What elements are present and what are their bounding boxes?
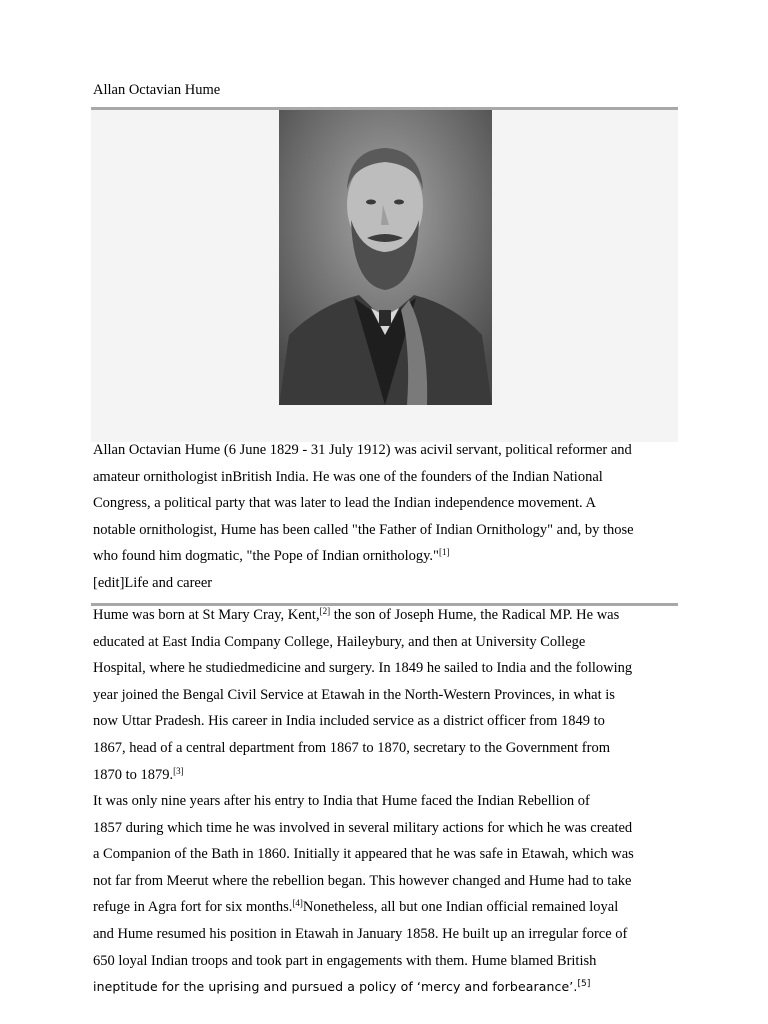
text-line: amateur ornithologist inBritish India. He was one of the founders of the Indian National bbox=[93, 468, 603, 485]
reference-link[interactable]: [3] bbox=[173, 765, 184, 776]
text-line: and Hume resumed his position in Etawah in January 1858. He built up an irregular force of bbox=[93, 925, 628, 942]
text-line: a Companion of the Bath in 1860. Initially it appeared that he was safe in Etawah, which was bbox=[93, 846, 634, 863]
portrait-photo bbox=[279, 110, 492, 405]
text-line: now Uttar Pradesh. His career in India included service as a district officer from 1849 to bbox=[93, 713, 605, 730]
text-line: 650 loyal Indian troops and took part in engagements with them. Hume blamed British bbox=[93, 952, 597, 969]
text-line: Allan Octavian Hume (6 June 1829 - 31 July 1912) was acivil servant, political reformer and bbox=[93, 442, 632, 458]
text-line bbox=[93, 974, 683, 1001]
text-run: the son of Joseph Hume, the Radical MP. He was bbox=[330, 607, 620, 623]
intro-paragraph bbox=[93, 437, 683, 570]
rebellion-paragraph bbox=[93, 788, 683, 1001]
text-line: 1857 during which time he was involved in several military actions for which he was created bbox=[93, 819, 633, 836]
text-line: 1867, head of a central department from 1867 to 1870, secretary to the Government from bbox=[93, 739, 610, 756]
image-frame bbox=[91, 110, 678, 442]
text-run: Hume was born at St Mary Cray, Kent, bbox=[93, 607, 320, 623]
text-line: Congress, a political party that was later to lead the Indian independence movement. A bbox=[93, 495, 596, 512]
reference-link[interactable]: [1] bbox=[438, 547, 450, 558]
text-run: refuge in Agra fort for six months. bbox=[93, 899, 293, 916]
text-line bbox=[93, 602, 683, 629]
text-line bbox=[93, 543, 683, 570]
text-run: who found him dogmatic, "the Pope of Indian ornithology." bbox=[93, 548, 439, 565]
text-line: Hospital, where he studiedmedicine and surgery. In 1849 he sailed to India and the following bbox=[93, 660, 633, 677]
early-life-paragraph bbox=[93, 602, 683, 788]
text-line bbox=[93, 894, 683, 921]
text-line: year joined the Bengal Civil Service at Etawah in the North-Western Provinces, in what is bbox=[93, 686, 615, 703]
text-run: 1870 to 1879. bbox=[93, 766, 174, 783]
text-line: notable ornithologist, Hume has been called "the Father of Indian Ornithology" and, by those bbox=[93, 521, 634, 538]
text-run: Nonetheless, all but one Indian official remained loyal bbox=[302, 899, 619, 916]
text-line bbox=[93, 762, 683, 789]
section-heading: [edit]Life and career bbox=[93, 575, 213, 591]
reference-link[interactable]: [2] bbox=[319, 606, 331, 616]
page-title: Allan Octavian Hume bbox=[93, 82, 221, 98]
text-line: educated at East India Company College, Haileybury, and then at University College bbox=[93, 633, 586, 650]
text-run: ineptitude for the uprising and pursued a policy of ‘mercy and forbearance’. bbox=[93, 979, 578, 995]
text-line: It was only nine years after his entry to India that Hume faced the Indian Rebellion of bbox=[93, 793, 590, 809]
text-line: not far from Meerut where the rebellion began. This however changed and Hume had to take bbox=[93, 872, 632, 889]
reference-link[interactable]: [4] bbox=[292, 898, 303, 909]
reference-link[interactable]: [5] bbox=[577, 979, 591, 990]
